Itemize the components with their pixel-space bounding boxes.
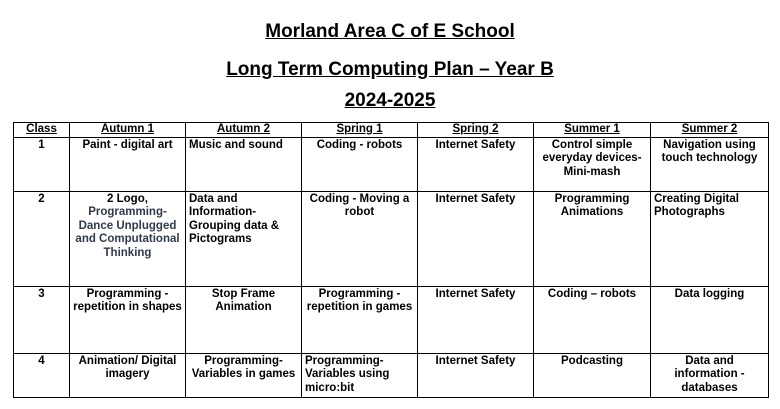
table-cell: Coding - robots xyxy=(302,137,418,191)
class-cell: 1 xyxy=(14,137,70,191)
table-cell: Animation/ Digital imagery xyxy=(70,353,186,397)
year-title: 2024-2025 xyxy=(344,90,436,111)
table-cell: Programming - repetition in games xyxy=(302,286,418,353)
table-cell: Programming- Variables using micro:bit xyxy=(302,353,418,397)
col-header-spring-1: Spring 1 xyxy=(302,123,418,138)
col-header-spring-2: Spring 2 xyxy=(418,123,534,138)
table-cell: Programming - repetition in shapes xyxy=(70,286,186,353)
plan-title: Long Term Computing Plan – Year B xyxy=(226,59,554,80)
table-row xyxy=(14,191,769,286)
table-cell: Programming- Variables in games xyxy=(186,353,302,397)
table-cell: Control simple everyday devices- Mini-mash xyxy=(534,137,651,191)
table-cell: Internet Safety xyxy=(418,286,534,353)
table-row xyxy=(14,286,769,353)
table-cell: Internet Safety xyxy=(418,137,534,191)
table-cell: Navigation using touch technology xyxy=(651,137,769,191)
col-header-autumn-1: Autumn 1 xyxy=(70,123,186,138)
table-cell: Creating Digital Photographs xyxy=(651,191,769,286)
class-cell: 2 xyxy=(14,191,70,286)
table-cell: Data and information - databases xyxy=(651,353,769,397)
school-title: Morland Area C of E School xyxy=(265,21,515,42)
table-cell: Music and sound xyxy=(186,137,302,191)
cell-line: 2 Logo, xyxy=(107,192,148,205)
table-cell: Internet Safety xyxy=(418,353,534,397)
table-row xyxy=(14,353,769,397)
class-cell: 3 xyxy=(14,286,70,353)
table-cell: Internet Safety xyxy=(418,191,534,286)
table-cell: Programming Animations xyxy=(534,191,651,286)
table-cell: Data logging xyxy=(651,286,769,353)
table-cell: Coding - Moving a robot xyxy=(302,191,418,286)
col-header-summer-2: Summer 2 xyxy=(651,123,769,138)
table-row xyxy=(14,137,769,191)
table-header-row xyxy=(14,123,769,138)
table-cell: Podcasting xyxy=(534,353,651,397)
class-cell: 4 xyxy=(14,353,70,397)
col-header-class: Class xyxy=(14,123,70,138)
cell-line: Programming- Dance Unplugged and Computational Thinking xyxy=(75,206,180,259)
table-cell xyxy=(70,191,186,286)
table-cell: Stop Frame Animation xyxy=(186,286,302,353)
table-cell: Data and Information- Grouping data & Pictograms xyxy=(186,191,302,286)
table-cell: Paint - digital art xyxy=(70,137,186,191)
col-header-autumn-2: Autumn 2 xyxy=(186,123,302,138)
computing-plan-table xyxy=(13,122,769,398)
col-header-summer-1: Summer 1 xyxy=(534,123,651,138)
table-cell: Coding – robots xyxy=(534,286,651,353)
